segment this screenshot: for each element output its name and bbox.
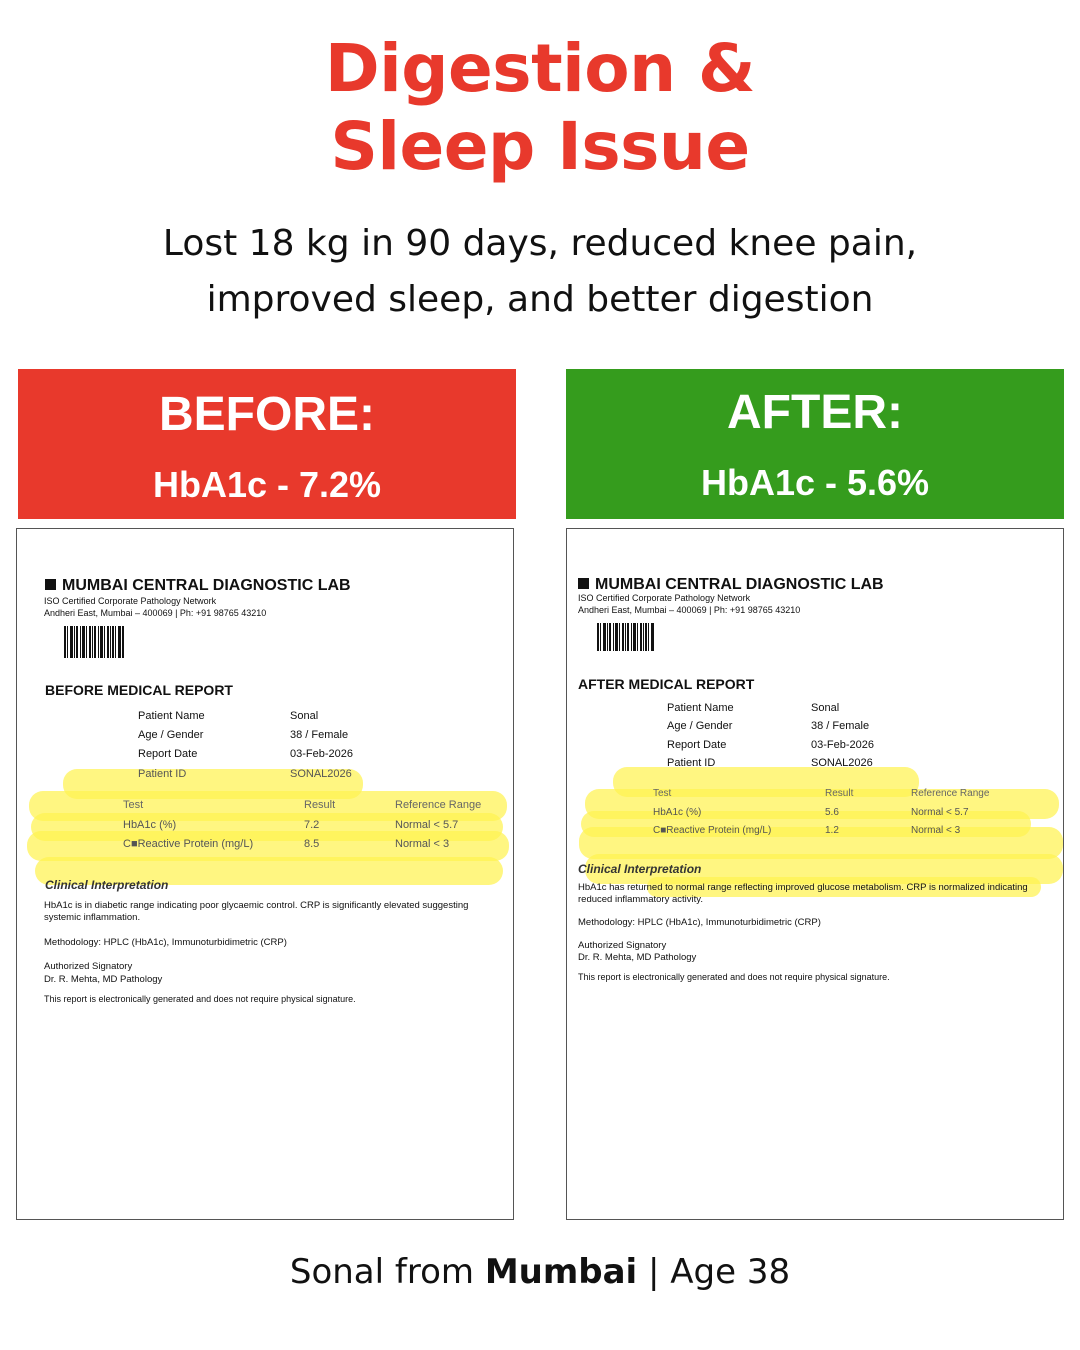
methodology: Methodology: HPLC (HbA1c), Immunoturbidimetric (CRP) [578, 917, 821, 928]
clinical-interpretation-line-1: HbA1c is in diabetic range indicating poor glycaemic control. CRP is significantly elevated suggesting [44, 900, 469, 911]
age-gender-value: 38 / Female [811, 720, 870, 732]
age-gender-value: 38 / Female [290, 729, 349, 741]
disclaimer: This report is electronically generated and does not require physical signature. [578, 972, 890, 982]
patient-id-value: SONAL2026 [811, 757, 873, 769]
hba1c-test: HbA1c (%) [653, 807, 702, 818]
clinical-interpretation-line-2: reduced inflammatory activity. [578, 894, 703, 905]
after-label: AFTER: [727, 386, 903, 439]
report-date-label: Report Date [667, 739, 727, 751]
age-gender-label: Age / Gender [667, 720, 733, 732]
hba1c-test: HbA1c (%) [123, 819, 177, 831]
before-report-document [16, 528, 514, 1220]
report-date-value: 03-Feb-2026 [811, 739, 874, 751]
subtitle-line-2: improved sleep, and better digestion [206, 279, 874, 320]
crp-range: Normal < 3 [395, 838, 450, 850]
report-title: AFTER MEDICAL REPORT [578, 676, 755, 692]
hba1c-range: Normal < 5.7 [395, 819, 459, 831]
table-header-range: Reference Range [395, 799, 482, 811]
lab-accreditation: ISO Certified Corporate Pathology Network [44, 596, 217, 606]
report-date-value: 03-Feb-2026 [290, 748, 353, 760]
signatory-doctor: Dr. R. Mehta, MD Pathology [44, 974, 163, 985]
clinical-interpretation-line-1: HbA1c has returned to normal range reflecting improved glucose metabolism. CRP is normalized indicating [578, 882, 1028, 893]
page-subtitle [0, 216, 1080, 328]
title-line-2: Sleep Issue [330, 108, 750, 185]
crp-test: C■Reactive Protein (mg/L) [653, 825, 772, 836]
barcode-icon [597, 623, 654, 651]
table-header-result: Result [825, 788, 854, 799]
crp-result: 8.5 [304, 838, 320, 850]
table-header-result: Result [304, 799, 336, 811]
patient-id-label: Patient ID [138, 768, 187, 780]
signatory-label: Authorized Signatory [578, 940, 667, 951]
table-header-test: Test [123, 799, 144, 811]
methodology: Methodology: HPLC (HbA1c), Immunoturbidimetric (CRP) [44, 937, 287, 948]
report-date-label: Report Date [138, 748, 198, 760]
square-icon [578, 578, 589, 589]
after-metric: HbA1c - 5.6% [700, 462, 930, 503]
lab-address: Andheri East, Mumbai – 400069 | Ph: +91 98765 43210 [578, 605, 801, 615]
hba1c-result: 7.2 [304, 819, 320, 831]
before-banner [18, 369, 516, 519]
lab-name: MUMBAI CENTRAL DIAGNOSTIC LAB [45, 577, 351, 595]
subtitle-line-1: Lost 18 kg in 90 days, reduced knee pain, [162, 223, 918, 264]
after-report-document [566, 528, 1064, 1220]
patient-name-value: Sonal [811, 702, 840, 714]
lab-accreditation: ISO Certified Corporate Pathology Network [578, 593, 751, 603]
patient-name-label: Patient Name [138, 710, 205, 722]
title-line-1: Digestion & [324, 30, 756, 107]
clinical-interpretation-heading: Clinical Interpretation [578, 862, 702, 876]
before-label: BEFORE: [159, 388, 375, 441]
signatory-label: Authorized Signatory [44, 961, 133, 972]
page-title [0, 30, 1080, 186]
patient-id-label: Patient ID [667, 757, 716, 769]
disclaimer: This report is electronically generated and does not require physical signature. [44, 994, 356, 1004]
patient-id-value: SONAL2026 [290, 768, 352, 780]
table-header-test: Test [653, 788, 672, 799]
testimonial-footer [0, 1248, 1080, 1296]
footer-name: Sonal from [289, 1252, 485, 1292]
signatory-doctor: Dr. R. Mehta, MD Pathology [578, 952, 697, 963]
crp-result: 1.2 [825, 825, 839, 836]
barcode-icon [64, 626, 124, 658]
before-metric: HbA1c - 7.2% [152, 464, 382, 505]
footer-city: Mumbai [484, 1252, 638, 1292]
lab-address: Andheri East, Mumbai – 400069 | Ph: +91 98765 43210 [44, 608, 267, 618]
crp-test: C■Reactive Protein (mg/L) [123, 838, 254, 850]
report-title: BEFORE MEDICAL REPORT [45, 682, 233, 698]
hba1c-result: 5.6 [825, 807, 839, 818]
table-header-range: Reference Range [911, 788, 990, 799]
lab-name: MUMBAI CENTRAL DIAGNOSTIC LAB [578, 576, 884, 594]
patient-name-value: Sonal [290, 710, 319, 722]
after-banner [566, 369, 1064, 519]
clinical-interpretation-line-2: systemic inflammation. [44, 912, 141, 923]
crp-range: Normal < 3 [911, 825, 961, 836]
hba1c-range: Normal < 5.7 [911, 807, 969, 818]
age-gender-label: Age / Gender [138, 729, 204, 741]
patient-name-label: Patient Name [667, 702, 734, 714]
clinical-interpretation-heading: Clinical Interpretation [45, 878, 169, 892]
footer-age: | Age 38 [637, 1252, 791, 1292]
square-icon [45, 579, 56, 590]
